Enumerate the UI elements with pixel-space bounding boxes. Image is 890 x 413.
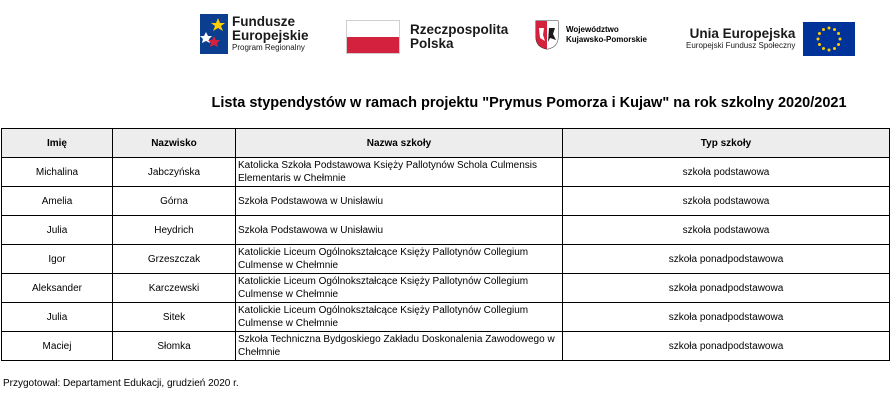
table-row	[2, 303, 890, 332]
coat-of-arms-icon	[535, 20, 559, 50]
cell-imie: Michalina	[2, 158, 113, 187]
ue-line1: Unia Europejska	[689, 26, 796, 41]
header-nazwa-szkoly: Nazwa szkoły	[236, 129, 563, 158]
cell-nazwisko: Heydrich	[113, 216, 236, 245]
unia-europejska-logo	[686, 22, 855, 56]
fundusze-europejskie-logo	[200, 14, 309, 54]
eu-star-icon	[839, 38, 842, 41]
fe-line1: Fundusze	[232, 14, 295, 29]
table-row	[2, 245, 890, 274]
cell-typ: szkoła podstawowa	[563, 187, 890, 216]
cell-nazwisko: Grzeszczak	[113, 245, 236, 274]
cell-imie: Julia	[2, 303, 113, 332]
cell-nazwisko: Słomka	[113, 332, 236, 361]
cell-imie: Igor	[2, 245, 113, 274]
fundusze-europejskie-icon	[200, 14, 228, 54]
table-row	[2, 216, 890, 245]
table-row	[2, 332, 890, 361]
fe-line3: Program Regionalny	[232, 43, 305, 52]
eu-star-icon	[837, 32, 840, 35]
kujawsko-pomorskie-logo	[535, 20, 647, 50]
ue-line2: Europejski Fundusz Społeczny	[686, 41, 796, 50]
cell-szkola: Katolickie Liceum Ogólnokształcące Księży Pallotynów Collegium Culmense w Chełmnie	[236, 245, 563, 274]
cell-imie: Aleksander	[2, 274, 113, 303]
polish-flag-icon	[346, 20, 400, 54]
cell-szkola: Szkoła Techniczna Bydgoskiego Zakładu Doskonalenia Zawodowego w Chełmnie	[236, 332, 563, 361]
header-imie: Imię	[2, 129, 113, 158]
eu-flag-icon	[803, 22, 855, 56]
cell-nazwisko: Karczewski	[113, 274, 236, 303]
eu-star-icon	[817, 38, 820, 41]
cell-imie: Maciej	[2, 332, 113, 361]
cell-szkola: Katolickie Liceum Ogólnokształcące Księży Pallotynów Collegium Culmense w Chełmnie	[236, 274, 563, 303]
cell-szkola: Katolickie Liceum Ogólnokształcące Księży Pallotynów Collegium Culmense w Chełmnie	[236, 303, 563, 332]
rp-line2: Polska	[410, 36, 454, 51]
table-row	[2, 274, 890, 303]
header-nazwisko: Nazwisko	[113, 129, 236, 158]
eu-star-icon	[818, 43, 821, 46]
cell-typ: szkoła podstawowa	[563, 216, 890, 245]
eu-star-icon	[828, 49, 831, 52]
cell-szkola: Katolicka Szkoła Podstawowa Księży Pallotynów Schola Culmensis Elementaris w Chełmnie	[236, 158, 563, 187]
cell-typ: szkoła ponadpodstawowa	[563, 332, 890, 361]
cell-nazwisko: Sitek	[113, 303, 236, 332]
cell-typ: szkoła ponadpodstawowa	[563, 274, 890, 303]
eu-star-icon	[818, 32, 821, 35]
footer-note: Przygotował: Departament Edukacji, grudzień 2020 r.	[3, 378, 239, 389]
table-row	[2, 187, 890, 216]
cell-imie: Amelia	[2, 187, 113, 216]
eu-star-icon	[833, 47, 836, 50]
rzeczpospolita-polska-logo	[346, 20, 508, 54]
kp-line2: Kujawsko-Pomorskie	[566, 35, 647, 44]
eu-star-icon	[837, 43, 840, 46]
cell-typ: szkoła podstawowa	[563, 158, 890, 187]
fe-line2: Europejskie	[232, 28, 309, 43]
cell-typ: szkoła ponadpodstawowa	[563, 303, 890, 332]
eu-star-icon	[822, 47, 825, 50]
rp-line1: Rzeczpospolita	[410, 22, 509, 37]
table-header-row	[2, 129, 890, 158]
eu-star-icon	[822, 28, 825, 31]
cell-imie: Julia	[2, 216, 113, 245]
eu-star-icon	[828, 27, 831, 30]
cell-nazwisko: Jabczyńska	[113, 158, 236, 187]
cell-nazwisko: Górna	[113, 187, 236, 216]
kp-line1: Województwo	[566, 25, 619, 34]
cell-szkola: Szkoła Podstawowa w Unisławiu	[236, 187, 563, 216]
scholarship-table	[1, 128, 890, 361]
cell-szkola: Szkoła Podstawowa w Unisławiu	[236, 216, 563, 245]
document-title: Lista stypendystów w ramach projektu "Prymus Pomorza i Kujaw" na rok szkolny 2020/2021	[211, 95, 847, 111]
header-typ-szkoly: Typ szkoły	[563, 129, 890, 158]
table-row	[2, 158, 890, 187]
eu-star-icon	[833, 28, 836, 31]
cell-typ: szkoła ponadpodstawowa	[563, 245, 890, 274]
